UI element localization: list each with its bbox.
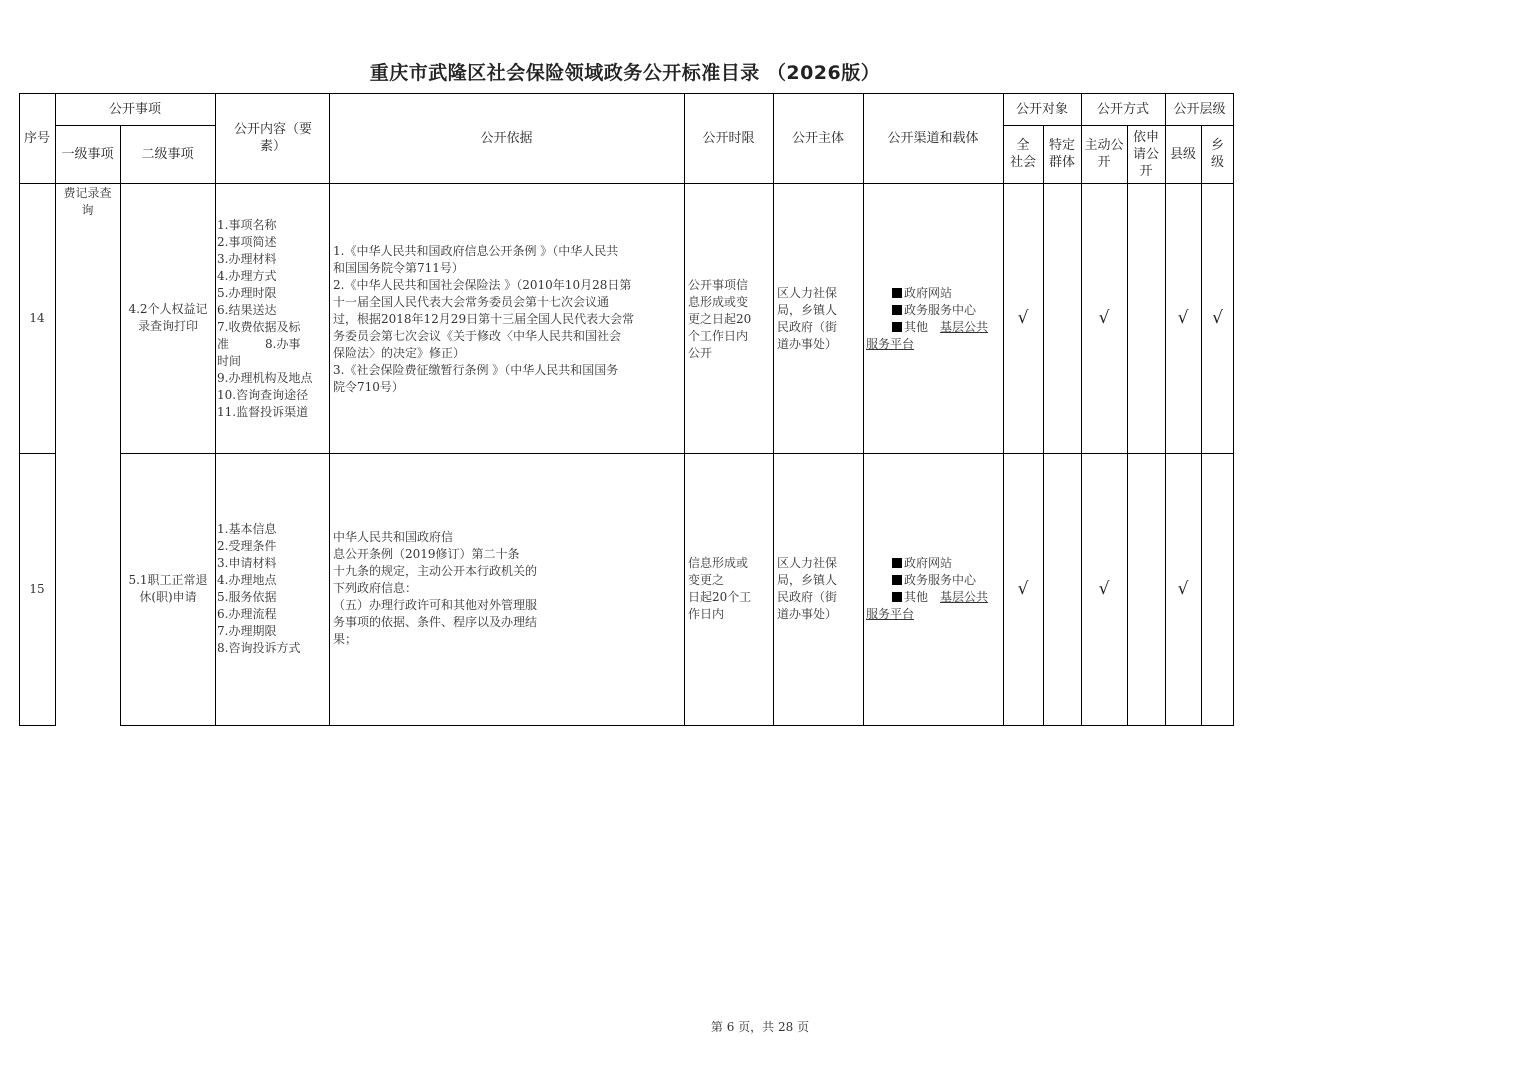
basis-line: 下列政府信息： xyxy=(333,581,418,595)
basis-line: 果； xyxy=(333,632,358,646)
header-level2: 二级事项 xyxy=(141,146,194,162)
time-line: 日起20个工 xyxy=(688,590,752,604)
basis-line: 息公开条例（2019修订）第二十条 xyxy=(333,547,520,561)
basis-line: 2.《中华人民共和国社会保险法 》（2010年10月28日第 xyxy=(333,278,632,292)
content-item: 1.基本信息 xyxy=(217,522,277,536)
header-channel: 公开渠道和载体 xyxy=(887,130,979,146)
subject-line: 道办事处） xyxy=(777,607,838,621)
basis-line: 过，根据2018年12月29日第十三届全国人民代表大会常 xyxy=(333,312,635,326)
channel-other-text: 基层公共 xyxy=(940,590,989,604)
content-item: 9.办理机构及地点 xyxy=(217,371,313,385)
checked-box-icon xyxy=(892,592,902,602)
row-seq: 15 xyxy=(29,581,45,596)
header-mode-active: 主动公开 xyxy=(1084,138,1124,170)
row-channels xyxy=(866,285,1001,353)
subject-line: 局，乡镇人 xyxy=(777,303,838,317)
basis-line: 务事项的依据、条件、程序以及办理结 xyxy=(333,615,538,629)
content-item: 7.办理期限 xyxy=(217,624,277,638)
channel-label: 政务服务中心 xyxy=(904,303,977,317)
content-item: 6.办理流程 xyxy=(217,607,277,621)
time-line: 更之日起20 xyxy=(688,312,752,326)
checked-box-icon xyxy=(892,575,902,585)
channel-label: 其他 xyxy=(904,320,929,334)
content-item: 3.申请材料 xyxy=(217,556,277,570)
row-time xyxy=(688,555,772,623)
subject-line: 局，乡镇人 xyxy=(777,573,838,587)
basis-line: （五）办理行政许可和其他对外管理服 xyxy=(333,598,538,612)
checked-box-icon xyxy=(892,322,902,332)
header-content: 公开内容（要素） xyxy=(233,122,312,154)
basis-line: 院令710号） xyxy=(333,380,404,394)
time-line: 信息形成或 xyxy=(688,556,749,570)
subject-line: 民政府（街 xyxy=(777,320,838,334)
row-seq: 14 xyxy=(29,310,45,325)
header-subject: 公开主体 xyxy=(791,130,844,146)
check-mode-active: √ xyxy=(1098,308,1110,328)
header-target: 公开对象 xyxy=(1015,101,1068,117)
channel-label: 政府网站 xyxy=(904,556,953,570)
content-item: 4.办理地点 xyxy=(217,573,277,587)
channel-label: 政务服务中心 xyxy=(904,573,977,587)
content-item: 7.收费依据及标 xyxy=(217,320,301,334)
content-item: 5.服务依据 xyxy=(217,590,277,604)
header-target-all: 全 社会 xyxy=(1009,138,1036,170)
row-subject xyxy=(777,555,861,623)
content-item: 2.事项简述 xyxy=(217,235,277,249)
time-line: 公开事项信 xyxy=(688,278,749,292)
header-target-group: 特定群体 xyxy=(1048,138,1075,170)
time-line: 作日内 xyxy=(688,607,725,621)
subject-line: 道办事处） xyxy=(777,337,838,351)
check-target-all: √ xyxy=(1017,308,1029,328)
subject-line: 民政府（街 xyxy=(777,590,838,604)
content-item: 8.咨询投诉方式 xyxy=(217,641,301,655)
header-basis: 公开依据 xyxy=(480,130,533,146)
content-item: 准 8.办事 xyxy=(217,337,301,351)
channel-other-text: 基层公共 xyxy=(940,320,989,334)
header-seq: 序号 xyxy=(23,130,50,146)
check-level-county: √ xyxy=(1177,308,1189,328)
channel-other-text: 服务平台 xyxy=(866,607,915,621)
row-level1: 费记录查询 xyxy=(63,186,112,217)
content-item: 10.咨询查询途径 xyxy=(217,388,309,402)
row-basis xyxy=(333,243,681,396)
time-line: 息形成或变 xyxy=(688,295,749,309)
content-item: 3.办理材料 xyxy=(217,252,277,266)
basis-line: 十一届全国人民代表大会常务委员会第十七次会议通 xyxy=(333,295,610,309)
check-mode-active: √ xyxy=(1098,579,1110,599)
basis-line: 务委员会第七次会议《关于修改〈中华人民共和国社会 xyxy=(333,329,622,343)
check-level-town: √ xyxy=(1212,308,1223,328)
page-title: 重庆市武隆区社会保险领域政务公开标准目录 （2026版） xyxy=(369,62,881,84)
checked-box-icon xyxy=(892,558,902,568)
time-line: 个工作日内 xyxy=(688,329,749,343)
row-basis xyxy=(333,529,681,648)
header-mode-apply: 依申请公开 xyxy=(1132,129,1159,179)
content-item: 2.受理条件 xyxy=(217,539,277,553)
check-target-all: √ xyxy=(1017,579,1029,599)
header-level: 公开层级 xyxy=(1173,101,1226,117)
content-item: 11.监督投诉渠道 xyxy=(217,405,309,419)
content-item: 4.办理方式 xyxy=(217,269,277,283)
basis-line: 保险法〉的决定》修正） xyxy=(333,346,466,360)
channel-label: 政府网站 xyxy=(904,286,953,300)
row-time xyxy=(688,277,772,362)
checked-box-icon xyxy=(892,288,902,298)
check-level-county: √ xyxy=(1177,579,1189,599)
row-level2: 4.2个人权益记录查询打印 xyxy=(128,302,208,333)
basis-line: 3.《社会保险费征缴暂行条例 》（中华人民共和国国务 xyxy=(333,363,619,377)
header-mode: 公开方式 xyxy=(1096,101,1149,117)
basis-line: 和国国务院令第711号） xyxy=(333,261,464,275)
row-content-list xyxy=(217,521,327,657)
basis-line: 中华人民共和国政府信 xyxy=(333,530,454,544)
basis-line: 十九条的规定，主动公开本行政机关的 xyxy=(333,564,538,578)
subject-line: 区人力社保 xyxy=(777,556,838,570)
header-level-town: 乡级 xyxy=(1210,138,1224,170)
channel-other-text: 服务平台 xyxy=(866,337,915,351)
header-matter: 公开事项 xyxy=(108,101,161,117)
header-level1: 一级事项 xyxy=(61,146,114,162)
basis-line: 1.《中华人民共和国政府信息公开条例 》（中华人民共 xyxy=(333,244,619,258)
time-line: 变更之 xyxy=(688,573,725,587)
row-channels xyxy=(866,555,1001,623)
channel-label: 其他 xyxy=(904,590,929,604)
row-level2: 5.1职工正常退休(职)申请 xyxy=(128,573,208,604)
row-subject xyxy=(777,285,861,353)
time-line: 公开 xyxy=(688,346,713,360)
content-item: 1.事项名称 xyxy=(217,218,277,232)
header-time: 公开时限 xyxy=(702,130,755,146)
subject-line: 区人力社保 xyxy=(777,286,838,300)
content-item: 6.结果送达 xyxy=(217,303,277,317)
row-content-list xyxy=(217,217,327,421)
page-footer: 第 6 页，共 28 页 xyxy=(710,1020,810,1034)
content-item: 5.办理时限 xyxy=(217,286,277,300)
checked-box-icon xyxy=(892,305,902,315)
content-item: 时间 xyxy=(217,354,242,368)
header-level-county: 县级 xyxy=(1169,146,1196,162)
directory-table xyxy=(19,93,1234,726)
